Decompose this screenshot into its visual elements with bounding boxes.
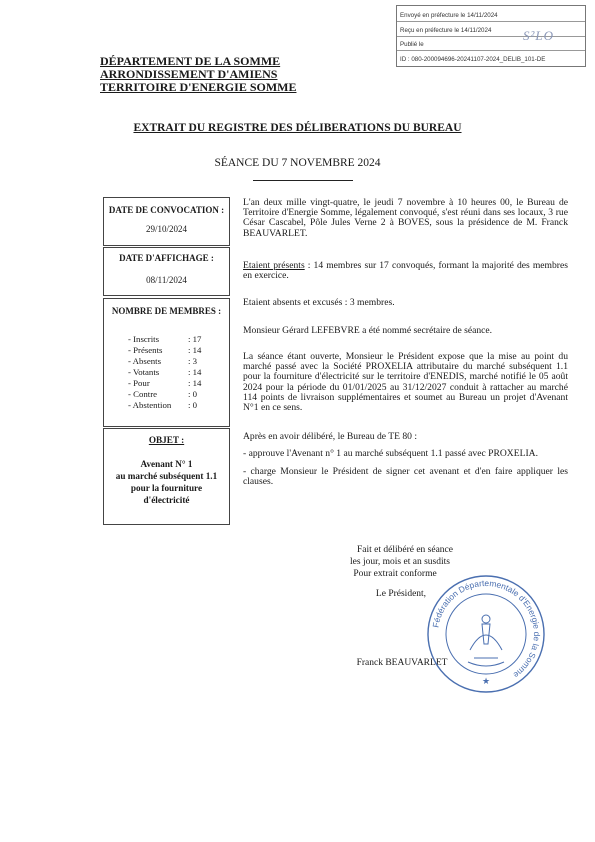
signature-line: Pour extrait conforme: [353, 569, 437, 579]
header-department: DÉPARTEMENT DE LA SOMME: [100, 54, 281, 68]
deliberation-paragraph: Après en avoir délibéré, le Bureau de TE 80 :: [243, 431, 418, 442]
intro-paragraph: L'an deux mille vingt-quatre, le jeudi 7 novembre à 10 heures 00, le Bureau de Territoire d'Energie Somme, légalement convoqué, s'est réuni dans ses locaux, 3 rue César Cascabel, Pôle Jules Verne 2 à BOVES, sous la présidence de M. Franck BEAUVARLET.: [243, 197, 568, 239]
affichage-box: [103, 247, 230, 296]
members-row-value: : 3: [188, 356, 198, 366]
objet-line: pour la fourniture: [130, 483, 203, 493]
objet-title: OBJET :: [148, 435, 185, 445]
session-title: SÉANCE DU 7 NOVEMBRE 2024: [214, 157, 381, 169]
svg-text:Fédération Départementale d'En: Fédération Départementale d'Energie de la Somme: [430, 577, 543, 681]
stamp-received: Reçu en préfecture le 14/11/2024: [400, 27, 492, 34]
stamp-id: ID : 080-200094696-20241107-2024_DELIB_101-DE: [400, 56, 546, 63]
objet-line: au marché subséquent 1.1: [115, 471, 218, 481]
signature-role: Le Président,: [375, 589, 427, 599]
members-row-label: - Inscrits: [128, 334, 160, 344]
header-arrondissement: ARRONDISSEMENT D'AMIENS: [100, 67, 278, 81]
header-territoire: TERRITOIRE D'ENERGIE SOMME: [100, 80, 297, 94]
s2lo-logo: S²LO: [523, 28, 555, 43]
members-row-value: : 0: [188, 389, 198, 399]
session-divider: [253, 180, 353, 181]
secretary-paragraph: Monsieur Gérard LEFEBVRE a été nommé secrétaire de séance.: [243, 325, 493, 336]
absent-paragraph: Etaient absents et excusés : 3 membres.: [243, 297, 395, 308]
convocation-title: DATE DE CONVOCATION :: [108, 205, 225, 215]
objet-line: d'électricité: [143, 495, 190, 505]
objet-line: Avenant N° 1: [140, 459, 193, 469]
convocation-date: 29/10/2024: [145, 224, 187, 234]
decision-approve: - approuve l'Avenant n° 1 au marché subséquent 1.1 passé avec PROXELIA.: [243, 448, 538, 459]
members-row-label: - Pour: [128, 378, 150, 388]
members-row-value: : 14: [188, 345, 202, 355]
members-row-value: : 14: [188, 367, 202, 377]
affichage-date: 08/11/2024: [146, 275, 187, 285]
official-seal-icon: [424, 572, 548, 696]
decision-sign: - charge Monsieur le Président de signer cet avenant et d'en faire appliquer les clauses.: [243, 466, 568, 488]
extract-title: EXTRAIT DU REGISTRE DES DÉLIBERATIONS DU BUREAU: [133, 122, 462, 134]
signature-line: les jour, mois et an susdits: [350, 557, 450, 567]
convocation-box: [103, 197, 230, 246]
members-row-value: : 14: [188, 378, 202, 388]
affichage-title: DATE D'AFFICHAGE :: [119, 253, 214, 263]
prefecture-stamp: [396, 5, 586, 67]
svg-text:★: ★: [481, 676, 491, 686]
document-header: [100, 55, 296, 94]
stamp-published: Publié le: [400, 41, 424, 48]
members-row-label: - Contre: [128, 389, 158, 399]
signature-name: Franck BEAUVARLET: [356, 658, 448, 668]
present-text: : 14 membres sur 17 convoqués, formant la majorité des membres en exercice.: [243, 260, 568, 282]
members-box: [103, 298, 230, 427]
members-row-label: - Votants: [128, 367, 160, 377]
stamp-sent: Envoyé en préfecture le 14/11/2024: [400, 12, 498, 19]
present-paragraph: [243, 261, 568, 281]
present-label: Etaient présents: [243, 260, 305, 271]
objet-box: [103, 428, 230, 525]
members-row-value: : 0: [188, 400, 198, 410]
members-row-label: - Absents: [128, 356, 161, 366]
members-row-label: - Abstention: [128, 400, 172, 410]
signature-line: Fait et délibéré en séance: [356, 545, 453, 555]
members-title: NOMBRE DE MEMBRES :: [111, 306, 222, 316]
members-row-label: - Présents: [128, 345, 163, 355]
exposition-paragraph: La séance étant ouverte, Monsieur le Président expose que la mise au point du marché passé avec la Société PROXELIA attributaire du marché subséquent 1.1 pour la fourniture d'électricité sur le territoire d'ENEDIS, marché notifié le 05 août 2024 pour la période du 01/01/2025 au 31/12/2027 conduit à rattacher au marché 114 points de livraison supplémentaires et soumet au Bureau un projet d'Avenant N°1 en ce sens.: [243, 351, 568, 414]
members-row-value: : 17: [188, 334, 202, 344]
